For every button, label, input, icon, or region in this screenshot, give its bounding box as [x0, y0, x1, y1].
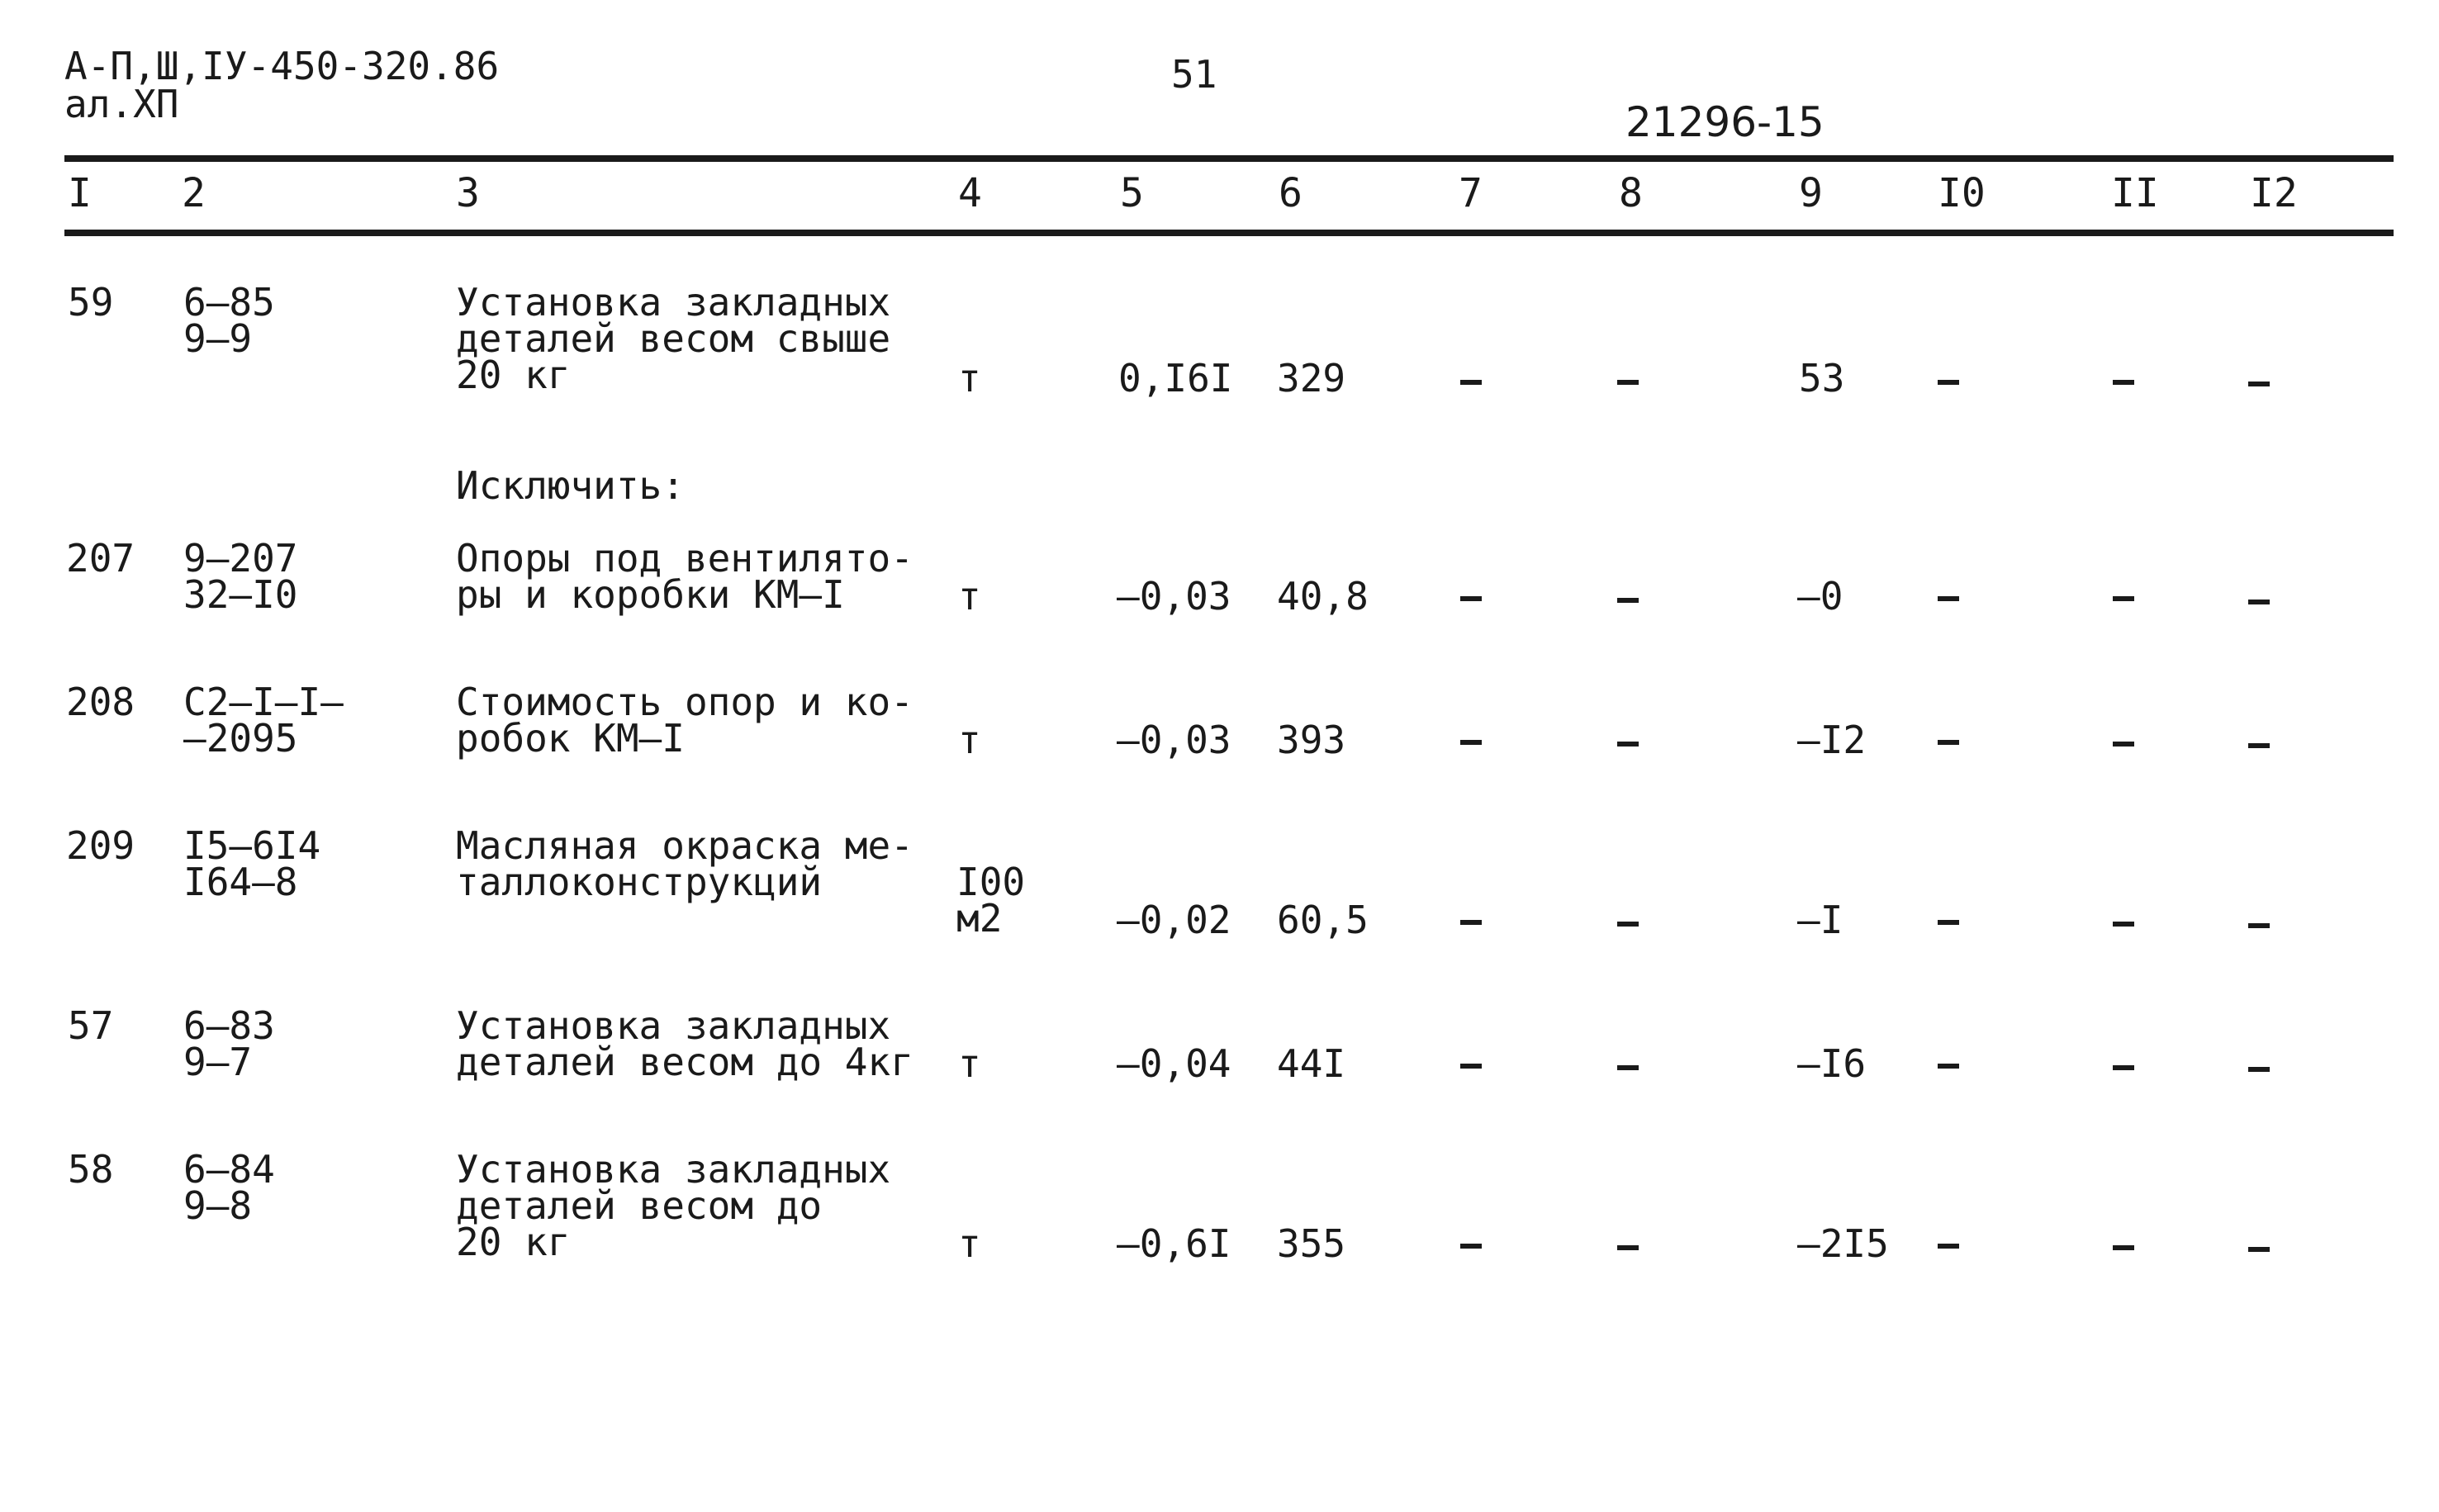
row-number: 58	[68, 1147, 114, 1192]
document-code: А-П,Ш,IУ-450-320.86	[64, 44, 500, 88]
row-col11-dash	[2113, 742, 2134, 747]
row-unit: м2	[956, 896, 1003, 941]
row-number: 57	[68, 1003, 114, 1048]
row-description: таллоконструкций	[456, 860, 823, 904]
row-col6: 40,8	[1277, 574, 1369, 619]
row-description: ры и коробки КМ–I	[456, 572, 845, 617]
row-description: Установка закладных	[456, 280, 891, 325]
row-col7-dash	[1460, 920, 1482, 925]
row-number: 209	[66, 823, 135, 868]
sheet-number: ал.XП	[64, 82, 179, 126]
row-col11-dash	[2113, 1065, 2134, 1070]
row-col9: –I6	[1797, 1041, 1867, 1086]
row-description: Опоры под вентилято-	[456, 536, 913, 581]
row-description: деталей весом свыше	[456, 316, 891, 361]
row-col8-dash	[1617, 1245, 1639, 1250]
col-header-10: I0	[1938, 170, 1986, 216]
row-col9: –2I5	[1797, 1221, 1889, 1266]
row-code: I5–6I4	[183, 823, 321, 868]
col-header-1: I	[68, 170, 92, 216]
row-col6: 44I	[1277, 1041, 1346, 1086]
row-col10-dash	[1938, 380, 1959, 385]
row-code: 6–84	[183, 1147, 275, 1192]
row-description: деталей весом до	[456, 1183, 823, 1228]
col-header-12: I2	[2250, 170, 2298, 216]
row-col6: 393	[1277, 718, 1346, 762]
stamp-number: 21296-15	[1625, 98, 1825, 146]
row-col5: 0,I6I	[1118, 356, 1233, 401]
row-unit: т	[958, 1221, 981, 1266]
row-col5: –0,02	[1117, 898, 1231, 942]
row-unit: т	[958, 356, 981, 401]
col-header-6: 6	[1279, 170, 1303, 216]
row-unit: т	[958, 1041, 981, 1086]
row-col12-dash	[2248, 923, 2270, 928]
row-col8-dash	[1617, 1065, 1639, 1070]
row-description: Установка закладных	[456, 1147, 891, 1192]
row-col9: 53	[1799, 356, 1845, 401]
row-col10-dash	[1938, 920, 1959, 925]
row-description: Масляная окраска ме-	[456, 823, 913, 868]
row-col12-dash	[2248, 600, 2270, 604]
row-description: 20 кг	[456, 1220, 571, 1264]
row-col6: 60,5	[1277, 898, 1369, 942]
row-col10-dash	[1938, 1064, 1959, 1069]
col-header-11: II	[2111, 170, 2159, 216]
row-col7-dash	[1460, 596, 1482, 601]
row-col7-dash	[1460, 1064, 1482, 1069]
row-col5: –0,03	[1117, 718, 1231, 762]
header-bottom-rule	[64, 230, 2394, 236]
col-header-8: 8	[1619, 170, 1643, 216]
row-col9: –I2	[1797, 718, 1867, 762]
row-code: 9–8	[183, 1183, 253, 1228]
row-col9: –0	[1797, 574, 1843, 619]
row-description: деталей весом до 4кг	[456, 1040, 913, 1084]
row-col11-dash	[2113, 922, 2134, 927]
row-col5: –0,03	[1117, 574, 1231, 619]
row-col11-dash	[2113, 1245, 2134, 1250]
row-code: 32–I0	[183, 572, 298, 617]
row-col6: 329	[1277, 356, 1346, 401]
row-unit: I00	[956, 860, 1026, 904]
row-unit: т	[958, 574, 981, 619]
row-col12-dash	[2248, 1247, 2270, 1252]
row-col12-dash	[2248, 1067, 2270, 1072]
row-description: 20 кг	[456, 353, 571, 397]
row-col8-dash	[1617, 598, 1639, 603]
col-header-3: 3	[456, 170, 480, 216]
row-description: Стоимость опор и ко-	[456, 680, 913, 724]
row-col12-dash	[2248, 743, 2270, 748]
row-col7-dash	[1460, 740, 1482, 745]
col-header-5: 5	[1120, 170, 1144, 216]
row-col5: –0,04	[1117, 1041, 1231, 1086]
col-header-2: 2	[182, 170, 206, 216]
row-code: I64–8	[183, 860, 298, 904]
row-number: 59	[68, 280, 114, 325]
row-code: 9–9	[183, 316, 253, 361]
row-description: робок КМ–I	[456, 716, 685, 761]
col-header-4: 4	[958, 170, 982, 216]
row-col9: –I	[1797, 898, 1843, 942]
row-col6: 355	[1277, 1221, 1346, 1266]
row-col7-dash	[1460, 1244, 1482, 1249]
row-col8-dash	[1617, 380, 1639, 385]
row-col7-dash	[1460, 380, 1482, 385]
row-number: 207	[66, 536, 135, 581]
row-col11-dash	[2113, 380, 2134, 385]
row-code: 9–7	[183, 1040, 253, 1084]
row-col11-dash	[2113, 596, 2134, 601]
row-col10-dash	[1938, 596, 1959, 601]
header-top-rule	[64, 155, 2394, 162]
row-number: 208	[66, 680, 135, 724]
row-code: 6–83	[183, 1003, 275, 1048]
page-number: 51	[1171, 52, 1217, 97]
row-col8-dash	[1617, 922, 1639, 927]
row-col10-dash	[1938, 1244, 1959, 1249]
row-col10-dash	[1938, 740, 1959, 745]
row-col8-dash	[1617, 742, 1639, 747]
col-header-9: 9	[1799, 170, 1823, 216]
section-label: Исключить:	[456, 463, 685, 508]
row-code: С2–I–I–	[183, 680, 344, 724]
row-code: 6–85	[183, 280, 275, 325]
col-header-7: 7	[1459, 170, 1483, 216]
row-unit: т	[958, 718, 981, 762]
row-description: Установка закладных	[456, 1003, 891, 1048]
row-col5: –0,6I	[1117, 1221, 1231, 1266]
row-col12-dash	[2248, 382, 2270, 386]
row-code: –2095	[183, 716, 298, 761]
row-code: 9–207	[183, 536, 298, 581]
